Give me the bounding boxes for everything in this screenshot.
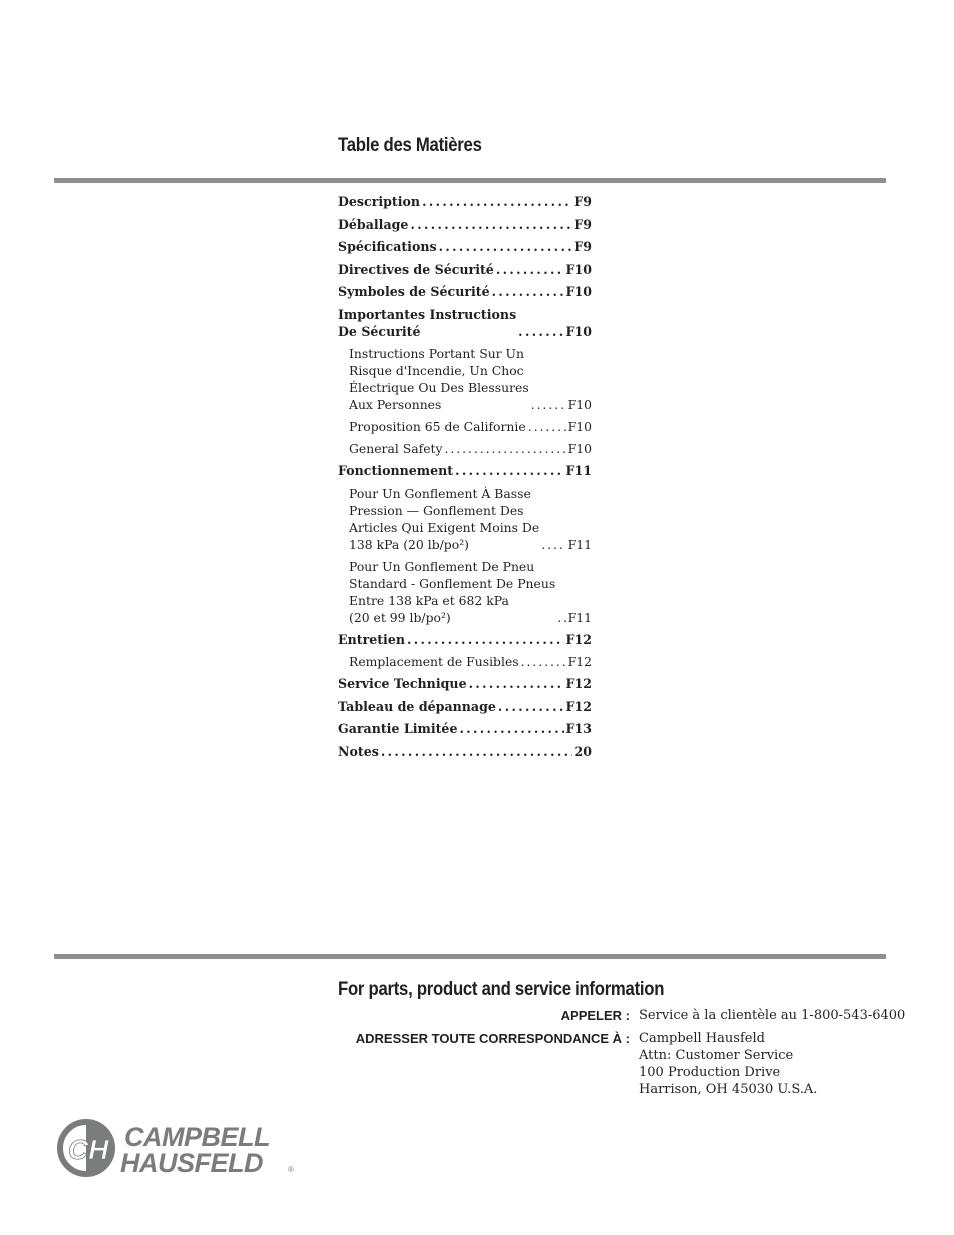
dot-leader [496,261,564,278]
toc-entry-page: F12 [565,676,592,691]
call-value: Service à la clientèle au 1-800-543-6400 [639,1008,906,1023]
toc-entry-label: Tableau de dépannage [338,698,496,714]
dot-leader [439,238,573,255]
toc-entry-page: F10 [565,284,592,299]
toc-entry-page: F12 [565,698,592,714]
dot-leader [459,720,563,737]
registered-mark: ® [288,1165,294,1174]
toc-entry-page: F12 [565,631,592,647]
call-label: APPELER : [560,1008,630,1023]
toc-entry-page: F10 [567,419,592,434]
toc-list [338,193,592,765]
toc-entry-label: Directives de Sécurité [338,261,494,277]
dot-leader [498,698,564,715]
contact-heading: For parts, product and service information [338,979,665,1000]
dot-leader [521,653,566,670]
toc-entry-label: Instructions Portant Sur Un Risque d'Incendie, Un Choc Électrique Ou Des Blessures Aux Personnes [349,346,529,412]
dot-leader [557,609,565,626]
toc-entry [338,306,592,340]
toc-entry-page: F11 [565,463,592,478]
toc-entry-label: Description [338,194,421,209]
campbell-hausfeld-logo [56,1117,306,1179]
dot-leader [407,631,564,648]
toc-entry-label: Remplacement de Fusibles [349,654,519,669]
toc-entry-label: Notes [338,743,379,759]
toc-entry-page: F11 [567,609,592,625]
toc-title: Table des Matières [338,135,482,156]
dot-leader [518,323,563,340]
toc-entry-page: F9 [574,194,592,209]
mail-label: ADRESSER TOUTE CORRESPONDANCE À : [355,1031,630,1046]
dot-leader [492,283,564,300]
dot-leader [531,396,566,413]
top-divider [54,178,886,183]
dot-leader [541,536,565,553]
toc-entry [338,698,592,715]
toc-entry-page: F13 [565,721,592,736]
toc-entry-page: F11 [567,536,592,552]
toc-entry-page: F9 [574,239,592,254]
toc-entry-label: Pour Un Gonflement À Basse Pression — Gonflement Des Articles Qui Exigent Moins De 138 kPa (20 lb/po²) [349,485,540,552]
logo-line-2: HAUSFELD [120,1148,263,1178]
toc-entry-label: General Safety [349,441,443,456]
toc-entry-label: Fonctionnement [338,463,454,478]
toc-entry-page: F12 [567,654,592,669]
dot-leader [422,193,572,210]
dot-leader [445,440,566,457]
toc-entry [338,283,592,300]
toc-entry-page: F10 [565,323,592,339]
toc-entry-label: Service Technique [338,676,467,691]
dot-leader [410,216,572,233]
toc-entry [338,261,592,278]
mail-line: Harrison, OH 45030 U.S.A. [639,1082,818,1097]
toc-entry [338,216,592,233]
toc-subentry [338,558,592,626]
bottom-divider [54,954,886,959]
toc-subentry [338,418,592,435]
toc-entry [338,238,592,255]
toc-entry-page: F10 [567,441,592,456]
toc-entry [338,720,592,737]
toc-entry [338,631,592,648]
dot-leader [469,675,564,692]
toc-entry-label: Proposition 65 de Californie [349,419,526,434]
svg-text:CH: CH [68,1134,109,1165]
toc-subentry [338,653,592,670]
toc-entry [338,743,592,760]
toc-entry-label: Pour Un Gonflement De Pneu Standard - Gonflement De Pneus Entre 138 kPa et 682 kPa (20 et 99 lb/po²) [349,558,556,625]
toc-entry [338,462,592,479]
dot-leader [381,743,573,760]
dot-leader [455,462,563,479]
logo-line-1: CAMPBELL [124,1122,270,1152]
toc-entry-page: F10 [567,397,592,412]
toc-entry-label: Garantie Limitée [338,721,458,736]
toc-subentry [338,485,592,553]
dot-leader [528,418,566,435]
toc-subentry [338,345,592,413]
toc-subentry [338,440,592,457]
toc-entry-page: F9 [574,216,592,232]
toc-entry [338,193,592,210]
toc-entry-label: Importantes Instructions De Sécurité [338,306,517,339]
toc-entry-label: Entretien [338,631,405,647]
toc-entry-page: F10 [565,261,592,277]
toc-entry-label: Déballage [338,216,409,232]
toc-entry-label: Symboles de Sécurité [338,284,490,299]
toc-entry-label: Spécifications [338,239,437,254]
ch-logo-mark [60,1122,112,1174]
toc-entry [338,675,592,692]
toc-entry-page: 20 [574,743,592,759]
mail-line: Campbell Hausfeld [639,1031,765,1046]
mail-line: 100 Production Drive [639,1065,781,1080]
mail-line: Attn: Customer Service [639,1048,794,1063]
